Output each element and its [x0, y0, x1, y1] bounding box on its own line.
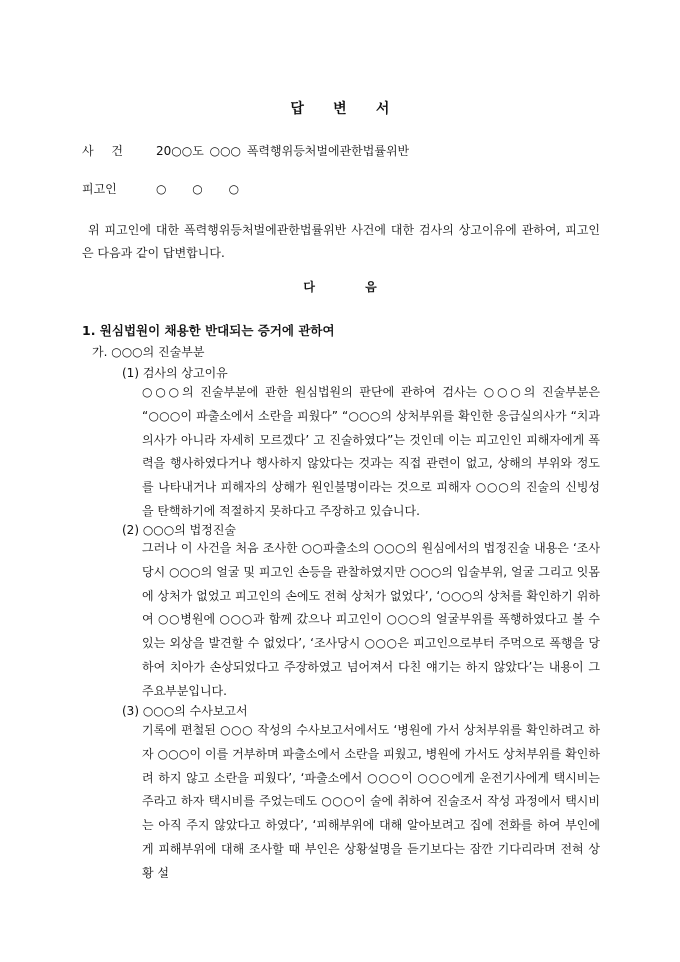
case-label: 사 건 [82, 144, 123, 158]
defendant-line [82, 180, 239, 197]
intro-paragraph: 위 피고인에 대한 폭력행위등처벌에관한법률위반 사건에 대한 검사의 상고이유에 관하여, 피고인은 다음과 같이 답변합니다. [82, 223, 600, 260]
case-value: 20○○도 ○○○ 폭력행위등처벌에관한법률위반 [156, 144, 410, 158]
item-paragraph-2: 그러나 이 사건을 처음 조사한 ○○파출소의 ○○○의 원심에서의 법정진술 내용은 ‘조사당시 ○○○의 얼굴 및 피고인 손등을 관찰하였지만 ○○○의 입술부위, 얼굴 그리고 잇몸에 상처가 없었고 피고인의 손에도 전혀 상처가 없었다’, ‘○○○의 상처를 확인하기 위하여 ○○병원에 ○○○과 함께 갔으나 피고인이 ○○○의 얼굴부위를 폭행하였다고 볼 수 있는 외상을 발견할 수 없었다’, ‘조사당시 ○○○은 피고인으로부터 주먹으로 폭행을 당하여 치아가 손상되었다고 주장하였고 넘어져서 다친 얘기는 하지 않았다’는 내용이 그 주요부분입니다. [142, 541, 600, 698]
item-label-2: (2) ○○○의 법정진술 [122, 523, 236, 537]
subsection-heading: 가. ○○○의 진술부분 [92, 345, 205, 359]
item-paragraph-3: 기록에 편철된 ○○○ 작성의 수사보고서에서도 ‘병원에 가서 상처부위를 확인하려고 하자 ○○○이 이를 거부하며 파출소에서 소란을 피웠고, 병원에 가서도 상처부위를 확인하려 하지 않고 소란을 피웠다’, ‘파출소에서 ○○○이 ○○○에게 운전기사에게 택시비는 주라고 하자 택시비를 주었는데도 ○○○이 술에 취하여 진술조서 작성 과정에서 택시비는 아직 주지 않았다고 하였다’, ‘피해부위에 대해 알아보려고 집에 전화를 하여 부인에게 피해부위에 대해 조사할 때 부인은 상황설명을 듣기보다는 잠깐 기다리라며 전혀 상황 설 [142, 723, 600, 880]
document-title: 답 변 서 [290, 101, 390, 117]
case-line [82, 142, 409, 159]
item-paragraph-1: ○○○의 진술부분에 관한 원심법원의 판단에 관하여 검사는 ○○○의 진술부분은 “○○○이 파출소에서 소란을 피웠다” “○○○의 상처부위를 확인한 응급실의사가 “치과의사가 아니라 자세히 모르겠다’ 고 진술하였다”는 것인데 이는 피고인인 피해자에게 폭력을 행사하였다거나 행사하지 않았다는 것과는 직접 관련이 없고, 상해의 부위와 정도를 나타내거나 피해자의 상해가 원인불명이라는 것으로 피해자 ○○○의 진술의 신빙성을 탄핵하기에 적절하지 못하다고 주장하고 있습니다. [142, 385, 600, 518]
item-label-1: (1) 검사의 상고이유 [122, 366, 228, 380]
item-label-3: (3) ○○○의 수사보고서 [122, 704, 248, 718]
section-subtitle: 다 음 [303, 280, 377, 294]
defendant-label: 피고인 [82, 182, 117, 196]
section-heading: 1. 원심법원이 채용한 반대되는 증거에 관하여 [82, 323, 335, 338]
defendant-value: ○ ○ ○ [156, 182, 240, 196]
